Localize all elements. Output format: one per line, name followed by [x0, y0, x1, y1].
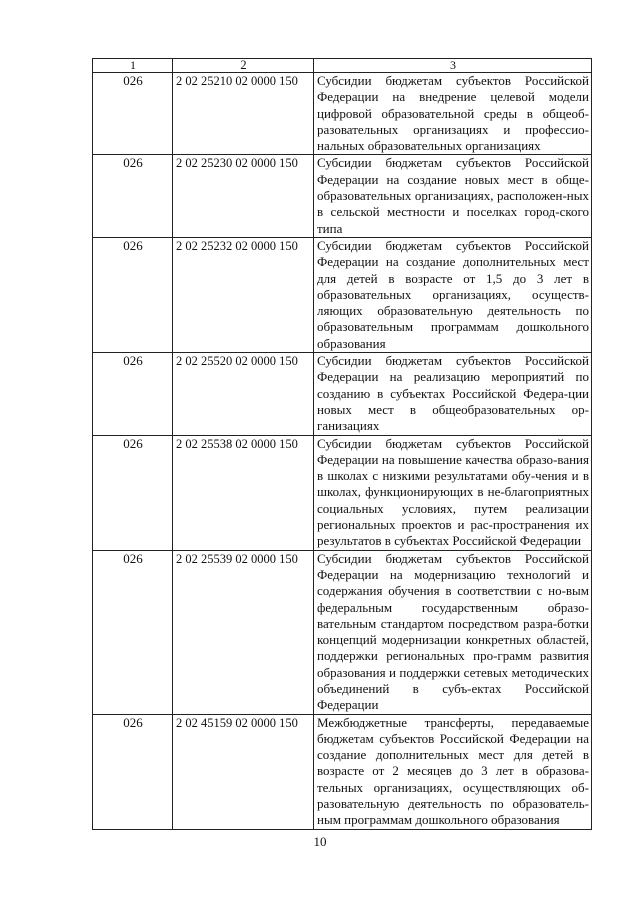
admin-code-cell: 026 [93, 353, 173, 435]
table-row [93, 237, 592, 352]
description-cell: Субсидии бюджетам субъектов Российской Федерации на внедрение целевой модели цифровой образовательной среды в общеоб-разовательных организациях и профессио-нальных образовательных организациях [314, 73, 592, 155]
description-cell: Субсидии бюджетам субъектов Российской Федерации на повышение качества образо-вания в школах с низкими результатами обу-чения и в школах, функционирующих в не-благоприятных социальных условиях, путем реализации региональных проектов и рас-пространения их результатов в субъектах Российской Федерации [314, 435, 592, 550]
admin-code-cell: 026 [93, 237, 173, 352]
description-cell: Межбюджетные трансферты, передаваемые бюджетам субъектов Российской Федерации на создание дополнительных мест для детей в возрасте от 2 месяцев до 3 лет в образова-тельных организациях, осуществляющих об-разовательную деятельность по образователь-ным программам дошкольного образования [314, 714, 592, 829]
column-header-3: 3 [314, 59, 592, 73]
kbk-code-cell: 2 02 25539 02 0000 150 [173, 550, 314, 714]
description-cell: Субсидии бюджетам субъектов Российской Федерации на создание новых мест в обще-образовательных организациях, расположен-ных в сельской местности и поселках город-ского типа [314, 155, 592, 237]
page-number: 10 [313, 834, 327, 849]
description-cell: Субсидии бюджетам субъектов Российской Федерации на создание дополнительных мест для детей в возрасте от 1,5 до 3 лет в образовательных организациях, осуществ-ляющих образовательную деятельность по образовательным программам дошкольного образования [314, 237, 592, 352]
table-row [93, 73, 592, 155]
kbk-code-cell: 2 02 25210 02 0000 150 [173, 73, 314, 155]
table-row [93, 353, 592, 435]
description-cell: Субсидии бюджетам субъектов Российской Федерации на модернизацию технологий и содержания обучения в соответствии с но-вым федеральным государственным образо-вательным стандартом посредством разра-ботки концепций модернизации конкретных областей, поддержки региональных про-грамм развития образования и поддержки сетевых методических объединений в субъ-ектах Российской Федерации [314, 550, 592, 714]
kbk-code-cell: 2 02 45159 02 0000 150 [173, 714, 314, 829]
admin-code-cell: 026 [93, 714, 173, 829]
admin-code-cell: 026 [93, 435, 173, 550]
table-row [93, 714, 592, 829]
table-header-row [93, 59, 592, 73]
kbk-code-cell: 2 02 25232 02 0000 150 [173, 237, 314, 352]
admin-code-cell: 026 [93, 155, 173, 237]
column-header-1: 1 [93, 59, 173, 73]
description-cell: Субсидии бюджетам субъектов Российской Федерации на реализацию мероприятий по созданию в субъектах Российской Федера-ции новых мест в общеобразовательных ор-ганизациях [314, 353, 592, 435]
table-row [93, 435, 592, 550]
table-row [93, 155, 592, 237]
kbk-code-cell: 2 02 25520 02 0000 150 [173, 353, 314, 435]
admin-code-cell: 026 [93, 73, 173, 155]
column-header-2: 2 [173, 59, 314, 73]
kbk-code-cell: 2 02 25538 02 0000 150 [173, 435, 314, 550]
table-row [93, 550, 592, 714]
budget-codes-table [92, 58, 592, 830]
kbk-code-cell: 2 02 25230 02 0000 150 [173, 155, 314, 237]
admin-code-cell: 026 [93, 550, 173, 714]
